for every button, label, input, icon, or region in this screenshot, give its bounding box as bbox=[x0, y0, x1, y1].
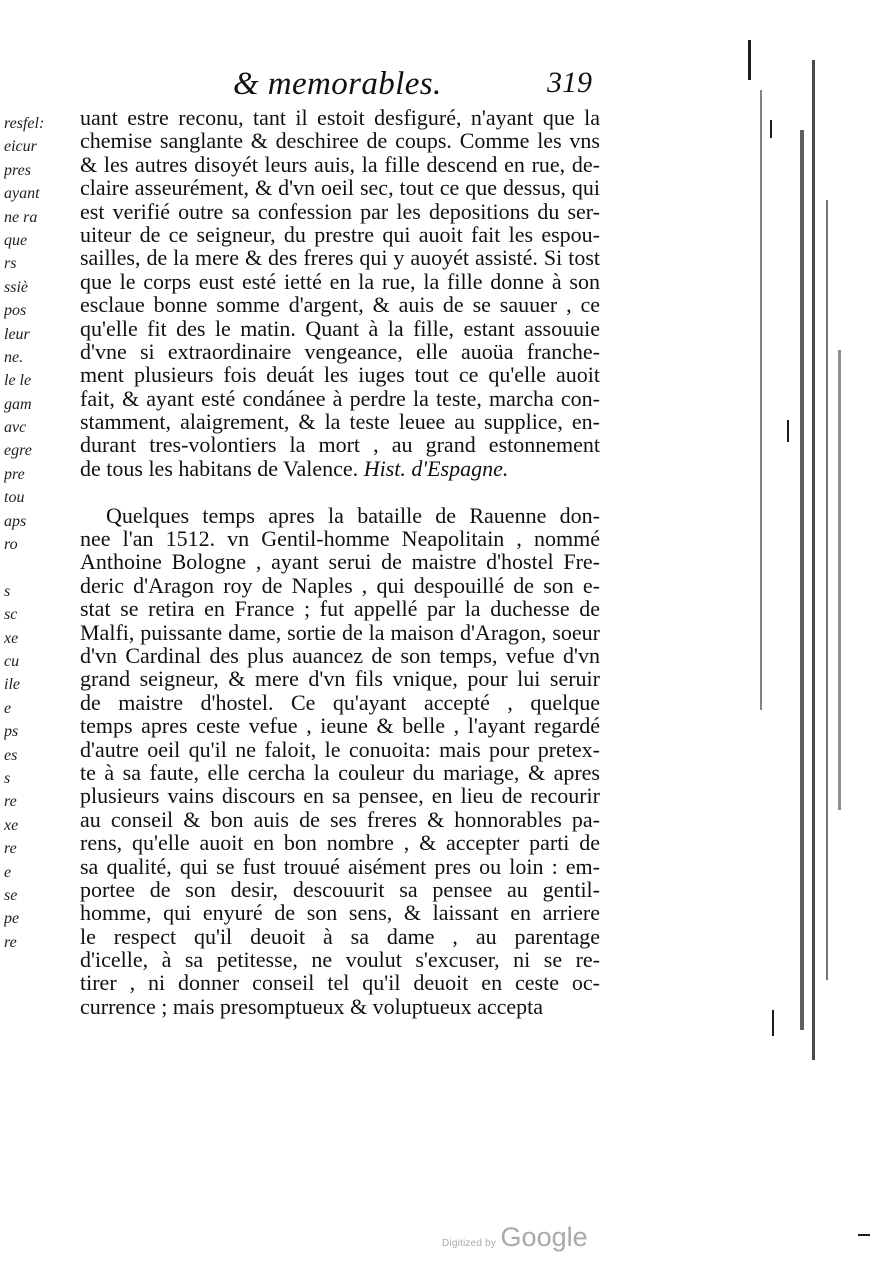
text-line: est verifié outre sa confession par les depositions du ser- bbox=[80, 198, 600, 224]
text-line: rens, qu'elle auoit en bon nombre , & accepter parti de bbox=[80, 830, 600, 856]
text-line: currence ; mais presomptueux & voluptueux accepta bbox=[80, 993, 544, 1019]
scan-edge-noise bbox=[760, 90, 762, 710]
margin-fragment: s bbox=[4, 769, 11, 787]
text-line: te à sa faute, elle cercha la couleur du mariage, & apres bbox=[80, 759, 600, 785]
margin-fragment: re bbox=[4, 933, 17, 951]
margin-fragment: se bbox=[4, 886, 18, 904]
margin-fragment: ro bbox=[4, 536, 18, 554]
text-line: plusieurs vains discours en sa pensee, en lieu de recourir bbox=[80, 783, 600, 809]
source-citation: Hist. d'Espagne. bbox=[363, 455, 509, 481]
scan-edge-noise bbox=[787, 420, 789, 442]
text-line: qu'elle fit des le matin. Quant à la fille, estant assouuie bbox=[80, 315, 600, 341]
paragraph-gap bbox=[80, 480, 600, 503]
text-line: au conseil & bon auis de ses freres & honnorables pa- bbox=[80, 806, 600, 832]
text-line-content: de tous les habitans de Valence. bbox=[80, 455, 359, 481]
margin-fragment: pre bbox=[4, 465, 25, 483]
text-line: d'icelle, à sa petitesse, ne voulut s'excuser, ni se re- bbox=[80, 947, 600, 973]
margin-fragment: aps bbox=[4, 512, 27, 530]
running-title: & memorables. bbox=[233, 66, 442, 102]
text-line: ment plusieurs fois deuát les iuges tout ce qu'elle auoit bbox=[80, 362, 600, 388]
running-head bbox=[80, 66, 600, 106]
margin-fragment: xe bbox=[4, 629, 19, 647]
margin-fragment: e bbox=[4, 699, 12, 717]
watermark-prefix: Digitized by bbox=[442, 1238, 497, 1249]
text-line: sailles, de la mere & des freres qui y auoyét assisté. Si tost bbox=[80, 245, 600, 271]
margin-fragment: ne ra bbox=[4, 208, 38, 226]
margin-fragment: ayant bbox=[4, 185, 40, 203]
text-line: deric d'Aragon roy de Naples , qui despouillé de son e- bbox=[80, 572, 600, 598]
text-line bbox=[80, 457, 600, 480]
margin-fragment: ps bbox=[4, 723, 19, 741]
text-line: sa qualité, qui se fust trouué aisément pres ou loin : em- bbox=[80, 853, 600, 879]
watermark-brand: Google bbox=[500, 1222, 588, 1252]
page-number: 319 bbox=[547, 66, 592, 99]
margin-fragment: xe bbox=[4, 816, 19, 834]
margin-fragment: que bbox=[4, 231, 28, 249]
margin-fragment: e bbox=[4, 863, 12, 881]
margin-fragment: resfel: bbox=[4, 115, 45, 132]
margin-fragment: sc bbox=[4, 606, 18, 624]
adjacent-page-fragments bbox=[4, 112, 52, 954]
scan-edge-noise bbox=[812, 60, 815, 1060]
margin-fragment: le le bbox=[4, 372, 32, 390]
margin-fragment: cu bbox=[4, 652, 20, 670]
text-line: uiteur de ce seigneur, du prestre qui auoit fait les espou- bbox=[80, 221, 600, 247]
scan-edge-noise bbox=[838, 350, 841, 810]
text-line: Anthoine Bologne , ayant serui de maistre d'hostel Fre- bbox=[80, 549, 600, 575]
scan-edge-noise bbox=[748, 40, 751, 80]
text-line: uant estre reconu, tant il estoit desfiguré, n'ayant que la bbox=[80, 105, 600, 130]
paragraph-first-line: Quelques temps apres la bataille de Rauenne don- bbox=[106, 502, 600, 528]
text-line: d'vne si extraordinaire vengeance, elle auoüa franche- bbox=[80, 338, 600, 364]
text-line: d'vn Cardinal des plus auancez de son temps, vefue d'vn bbox=[80, 642, 600, 668]
margin-fragment: re bbox=[4, 840, 17, 858]
text-block bbox=[80, 106, 600, 1018]
text-line: grand seigneur, & mere d'vn fils vnique, pour lui seruir bbox=[80, 666, 600, 692]
text-line: durant tres-volontiers la mort , au grand estonnement bbox=[80, 432, 600, 458]
margin-fragment: avc bbox=[4, 419, 27, 437]
margin-fragment: pres bbox=[4, 161, 31, 179]
margin-fragment: eicur bbox=[4, 138, 37, 156]
scan-edge-noise bbox=[826, 200, 828, 980]
margin-fragment: tou bbox=[4, 489, 25, 507]
text-line: de maistre d'hostel. Ce qu'ayant accepté , quelque bbox=[80, 689, 600, 715]
digitized-watermark bbox=[442, 1222, 588, 1253]
text-line: claire asseurément, & d'vn oeil sec, tout ce que dessus, qui bbox=[80, 175, 600, 201]
text-line: stamment, alaigrement, & la teste leuee au supplice, en- bbox=[80, 409, 600, 435]
margin-fragment: ne. bbox=[4, 348, 24, 366]
margin-fragment: gam bbox=[4, 395, 32, 413]
scan-edge-noise bbox=[770, 120, 772, 138]
margin-fragment: egre bbox=[4, 442, 32, 460]
text-line: homme, qui enyuré de son sens, & laissant en arriere bbox=[80, 900, 600, 926]
text-line: esclaue bonne somme d'argent, & auis de se sauuer , ce bbox=[80, 292, 600, 318]
margin-fragment: re bbox=[4, 793, 17, 811]
text-line: d'autre oeil qu'il ne faloit, le conuoita: mais pour pretex- bbox=[80, 736, 600, 762]
margin-fragment: rs bbox=[4, 255, 17, 273]
text-line: le respect qu'il deuoit à sa dame , au parentage bbox=[80, 923, 600, 949]
text-line: Malfi, puissante dame, sortie de la maison d'Aragon, soeur bbox=[80, 619, 600, 645]
text-line: stat se retira en France ; fut appellé par la duchesse de bbox=[80, 596, 600, 622]
text-line: temps apres ceste vefue , ieune & belle , l'ayant regardé bbox=[80, 713, 600, 739]
text-line: & les autres disoyét leurs auis, la fille descend en rue, de- bbox=[80, 151, 600, 177]
text-line: nee l'an 1512. vn Gentil-homme Neapolitain , nommé bbox=[80, 526, 600, 552]
margin-fragment: ssiè bbox=[4, 278, 28, 296]
margin-fragment: leur bbox=[4, 325, 30, 343]
text-line: tirer , ni donner conseil tel qu'il deuoit en ceste oc- bbox=[80, 970, 600, 996]
scan-edge-noise bbox=[858, 1234, 870, 1236]
margin-fragment: s bbox=[4, 582, 11, 600]
margin-fragment: ile bbox=[4, 676, 20, 694]
text-line: portee de son desir, descouurit sa pensee au gentil- bbox=[80, 876, 600, 902]
text-line: que le corps eust esté ietté en la rue, la fille donne à son bbox=[80, 268, 600, 294]
margin-fragment: es bbox=[4, 746, 18, 764]
text-line: chemise sanglante & deschiree de coups. Comme les vns bbox=[80, 128, 600, 154]
margin-fragment: pe bbox=[4, 910, 20, 928]
scan-edge-noise bbox=[800, 130, 804, 1030]
margin-fragment: pos bbox=[4, 302, 27, 320]
margin-fragment bbox=[4, 556, 52, 579]
scan-edge-noise bbox=[772, 1010, 774, 1036]
text-line: fait, & ayant esté condánee à perdre la teste, marcha con- bbox=[80, 385, 600, 411]
